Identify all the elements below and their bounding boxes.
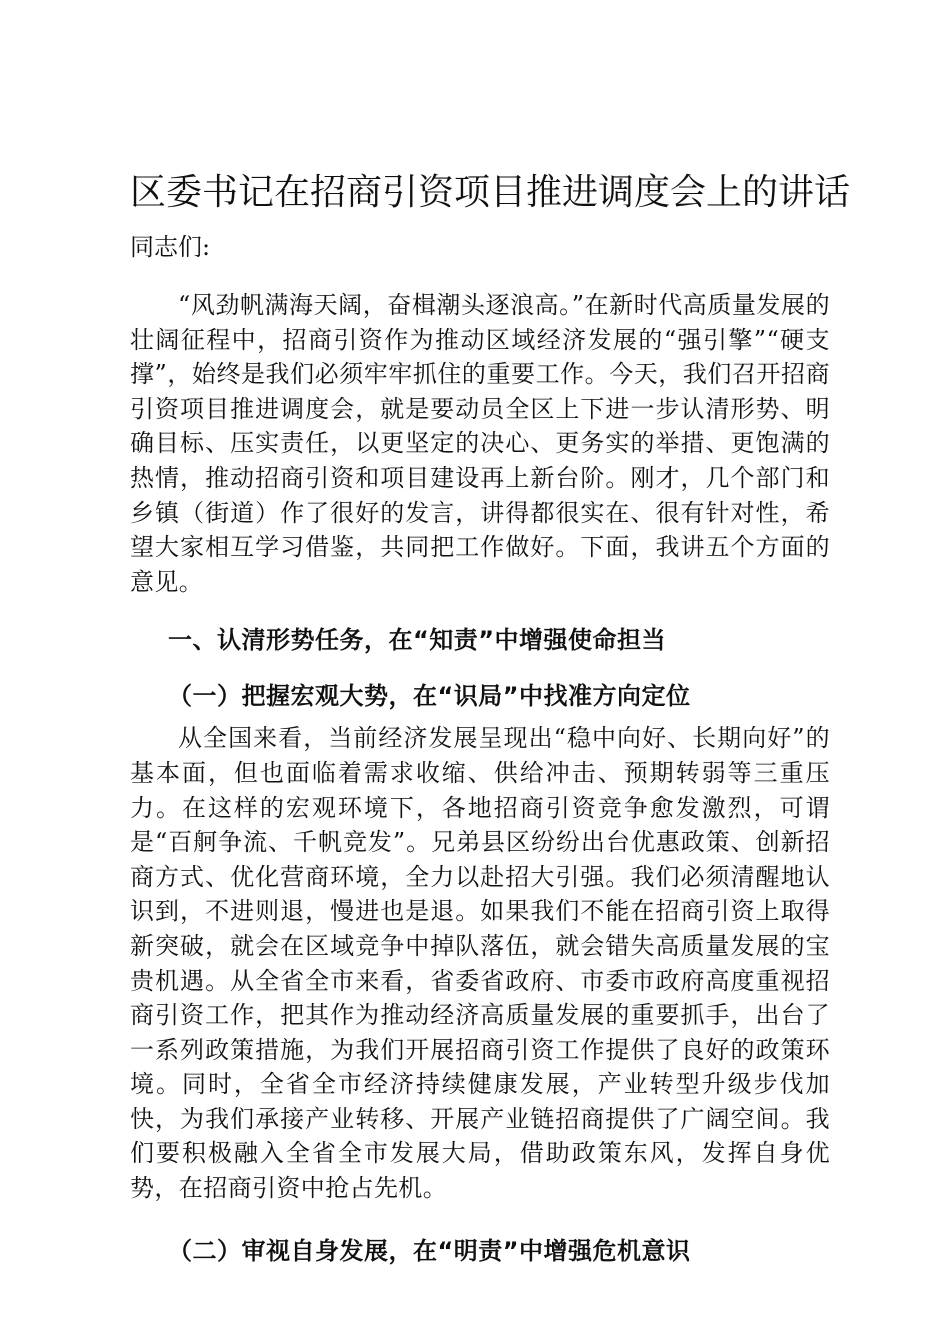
subsection-heading-1-1: （一）把握宏观大势，在“识局”中找准方向定位 — [168, 682, 691, 711]
section-heading-1: 一、认清形势任务，在“知责”中增强使命担当 — [168, 626, 667, 655]
body-paragraph-1-1: 从全国来看，当前经济发展呈现出“稳中向好、长期向好”的基本面，但也面临着需求收缩、供给冲击、预期转弱等三重压力。在这样的宏观环境下，各地招商引资竞争愈发激烈，可谓是“百舸争流、千帆竞发”。兄弟县区纷纷出台优惠政策、创新招商方式、优化营商环境，全力以赴招大引强。我们必须清醒地认识到，不进则退，慢进也是退。如果我们不能在招商引资上取得新突破，就会在区域竞争中掉队落伍，就会错失高质量发展的宝贵机遇。从全省全市来看，省委省政府、市委市政府高度重视招商引资工作，把其作为推动经济高质量发展的重要抓手，出台了一系列政策措施，为我们开展招商引资工作提供了良好的政策环境。同时，全省全市经济持续健康发展，产业转型升级步伐加快，为我们承接产业转移、开展产业链招商提供了广阔空间。我们要积极融入全省全市发展大局，借助政策东风，发挥自身优势，在招商引资中抢占先机。 — [130, 724, 830, 1203]
salutation: 同志们: — [130, 233, 211, 261]
opening-paragraph: “风劲帆满海天阔，奋楫潮头逐浪高。”在新时代高质量发展的壮阔征程中，招商引资作为推动区域经济发展的“强引擎”“硬支撑”，始终是我们必须牢牢抓住的重要工作。今天，我们召开招商引资项目推进调度会，就是要动员全区上下进一步认清形势、明确目标、压实责任，以更坚定的决心、更务实的举措、更饱满的热情，推动招商引资和项目建设再上新台阶。刚才，几个部门和乡镇（街道）作了很好的发言，讲得都很实在、很有针对性，希望大家相互学习借鉴，共同把工作做好。下面，我讲五个方面的意见。 — [130, 291, 830, 596]
document-page — [130, 168, 851, 1268]
subsection-heading-1-2: （二）审视自身发展，在“明责”中增强危机意识 — [168, 1236, 691, 1265]
document-title: 区委书记在招商引资项目推进调度会上的讲话 — [130, 172, 851, 213]
